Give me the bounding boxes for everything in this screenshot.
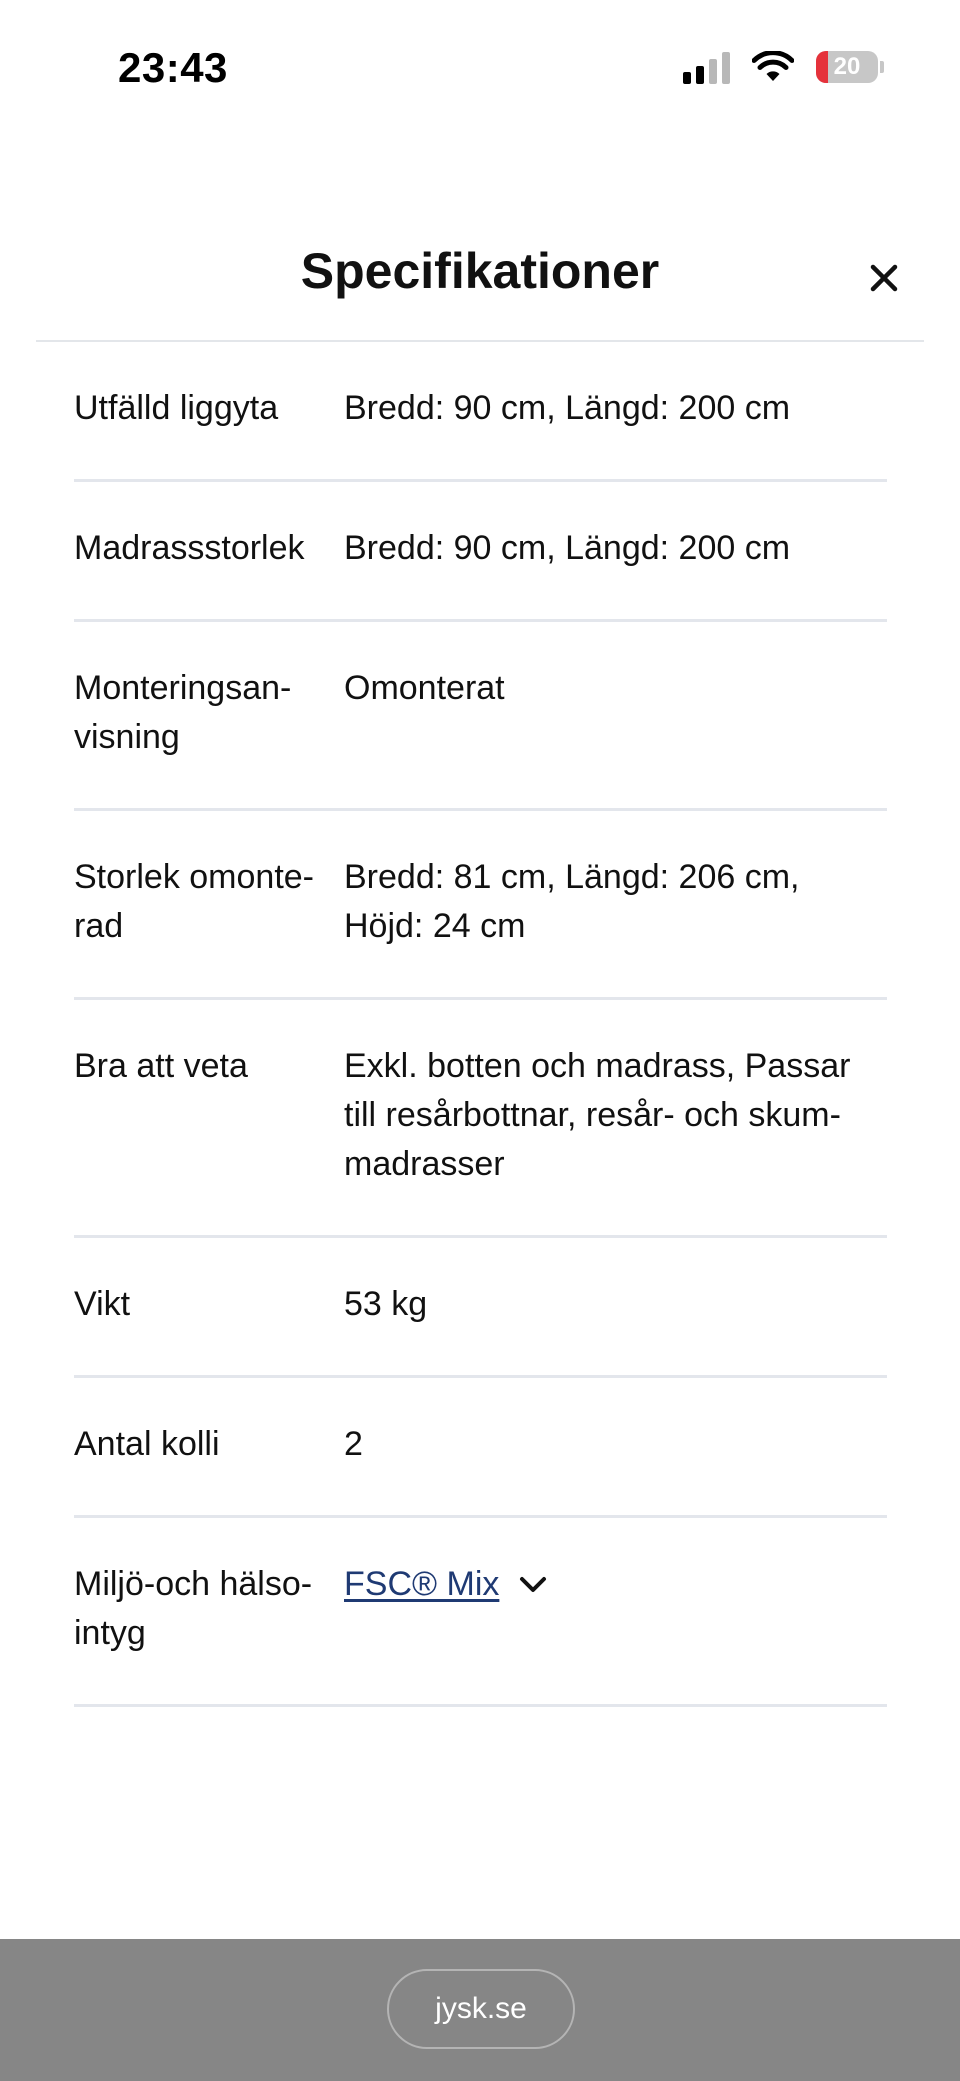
chevron-down-icon[interactable] bbox=[519, 1576, 547, 1594]
spec-list bbox=[74, 342, 887, 1707]
battery bbox=[816, 51, 878, 83]
battery-cap bbox=[880, 61, 884, 73]
spec-row bbox=[74, 1378, 887, 1518]
page-title: Specifikationer bbox=[300, 243, 660, 299]
battery-level: 20 bbox=[833, 53, 861, 80]
url-text: jysk.se bbox=[435, 1992, 527, 2025]
spec-row bbox=[74, 1238, 887, 1378]
spec-value: Omonterat bbox=[344, 669, 505, 707]
browser-bottom-bar bbox=[0, 1939, 960, 2081]
spec-row bbox=[74, 482, 887, 622]
wifi-icon bbox=[752, 51, 794, 83]
spec-label: Storlek omonte- rad bbox=[74, 858, 314, 945]
spec-row bbox=[74, 1518, 887, 1707]
battery-icon bbox=[816, 51, 884, 83]
status-bar bbox=[0, 0, 960, 140]
spec-label: Vikt bbox=[74, 1285, 131, 1323]
spec-value: Exkl. botten och madrass, Passar till resårbottnar, resår- och skum- madrasser bbox=[344, 1047, 851, 1183]
battery-fill bbox=[816, 51, 828, 83]
fsc-mix-link[interactable]: FSC® Mix bbox=[344, 1565, 500, 1603]
close-icon bbox=[869, 263, 899, 293]
spec-value: Bredd: 90 cm, Längd: 200 cm bbox=[344, 389, 791, 427]
spec-label: Utfälld liggyta bbox=[74, 389, 279, 427]
spec-label: Miljö-och hälso- intyg bbox=[74, 1565, 313, 1652]
spec-row bbox=[74, 1000, 887, 1238]
spec-label: Madrassstorlek bbox=[74, 529, 305, 567]
spec-label: Monteringsan- visning bbox=[74, 669, 292, 756]
certification-toggle[interactable] bbox=[344, 1560, 547, 1609]
spec-row bbox=[74, 342, 887, 482]
url-bar[interactable] bbox=[387, 1969, 575, 2049]
status-icons bbox=[683, 50, 884, 84]
cellular-signal-icon bbox=[683, 50, 730, 84]
spec-value: 53 kg bbox=[344, 1285, 428, 1323]
spec-row bbox=[74, 811, 887, 1000]
spec-value: Bredd: 90 cm, Längd: 200 cm bbox=[344, 529, 791, 567]
spec-value: 2 bbox=[344, 1425, 363, 1463]
close-button[interactable] bbox=[856, 250, 912, 306]
spec-value bbox=[344, 1560, 887, 1658]
spec-label: Antal kolli bbox=[74, 1425, 220, 1463]
sheet-header bbox=[36, 220, 924, 342]
spec-label: Bra att veta bbox=[74, 1047, 248, 1085]
status-time: 23:43 bbox=[118, 44, 228, 91]
spec-value: Bredd: 81 cm, Längd: 206 cm, Höjd: 24 cm bbox=[344, 858, 800, 945]
spec-row bbox=[74, 622, 887, 811]
